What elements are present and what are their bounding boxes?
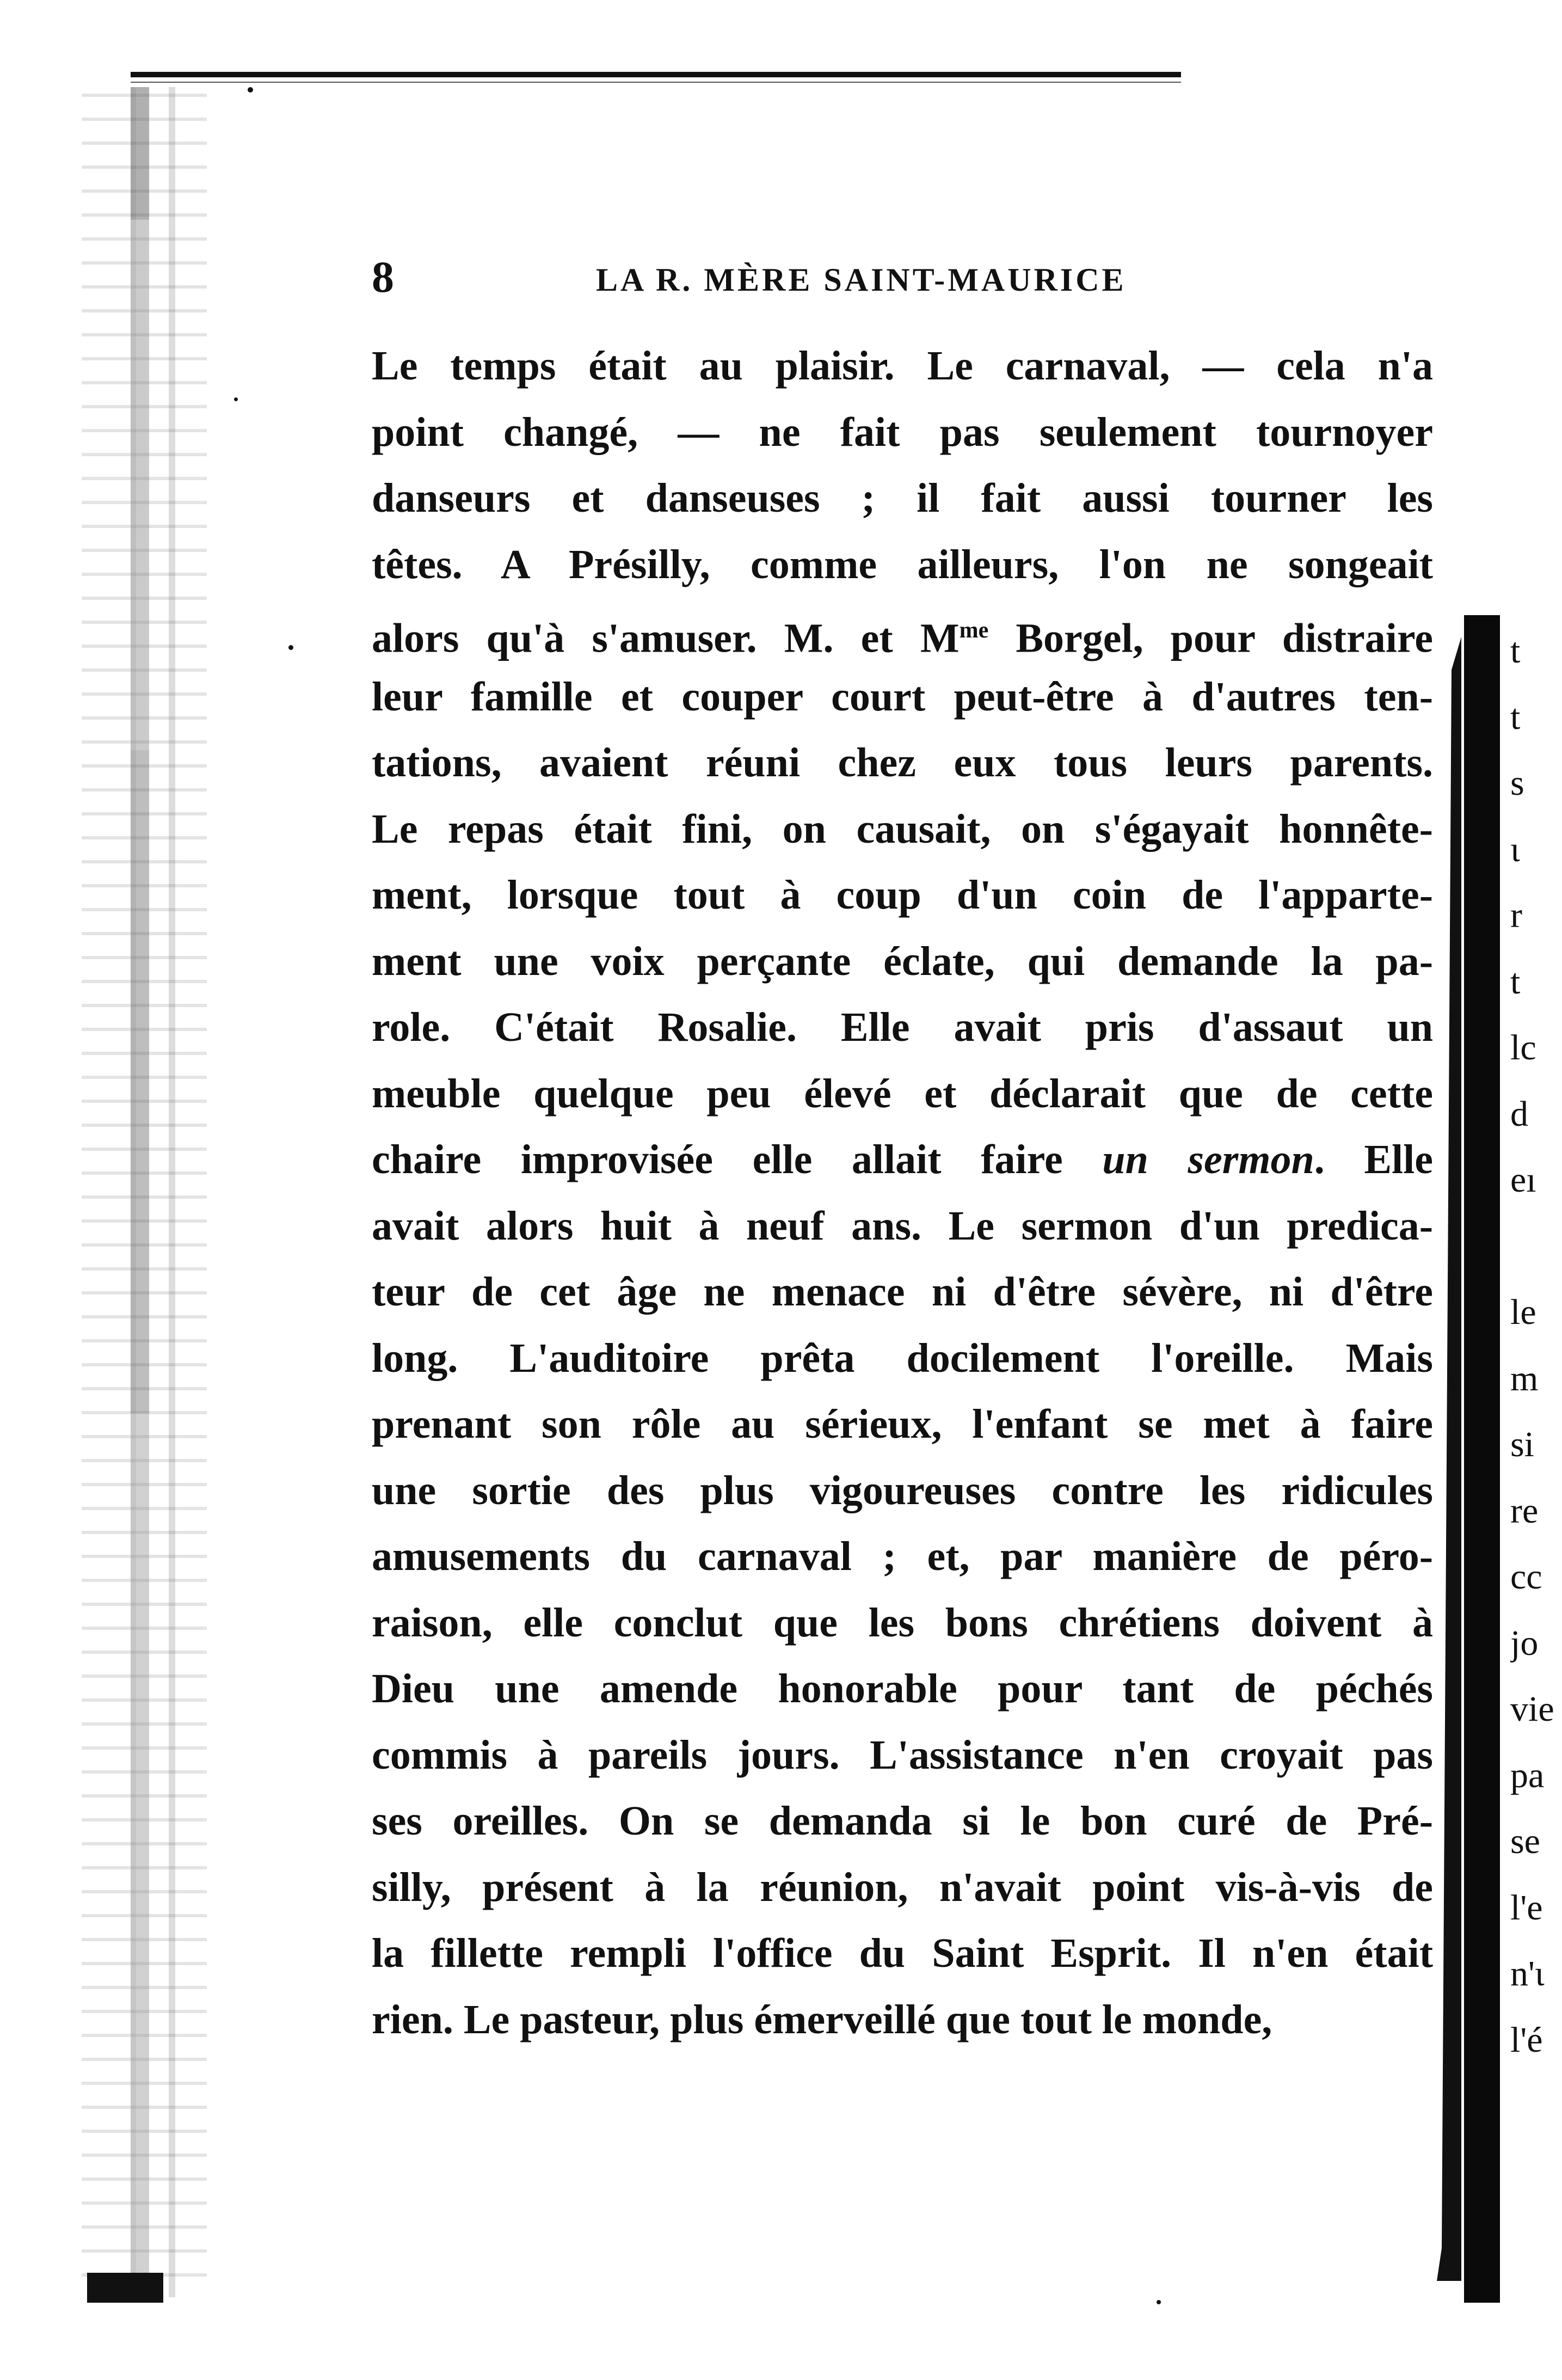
text-line-part: . Elle [1314, 1137, 1434, 1182]
adjacent-page-fragment: d [1510, 1094, 1528, 1134]
text-line: Le repas était fini, on causait, on s'égayait honnête- [372, 806, 1433, 852]
text-line: tations, avaient réuni chez eux tous leurs parents. [372, 740, 1433, 786]
text-line: Dieu une amende honorable pour tant de péchés [372, 1666, 1433, 1712]
text-line: avait alors huit à neuf ans. Le sermon d'un predica- [372, 1203, 1433, 1249]
text-line: meuble quelque peu élevé et déclarait que de cette [372, 1070, 1433, 1117]
speck [248, 87, 253, 93]
superscript: me [959, 618, 989, 643]
text-line: une sortie des plus vigoureuses contre les ridicules [372, 1467, 1433, 1513]
speck [234, 397, 238, 401]
adjacent-page-fragment: l'e [1510, 1887, 1543, 1928]
adjacent-page-fragment: jo [1510, 1623, 1539, 1663]
speck [288, 645, 293, 650]
text-line: Le temps était au plaisir. Le carnaval, — cela n'a [372, 343, 1433, 389]
adjacent-page-fragment: vie [1510, 1689, 1554, 1729]
adjacent-page-fragment: n'ι [1510, 1954, 1545, 1993]
text-line: role. C'était Rosalie. Elle avait pris d'assaut un [372, 1004, 1433, 1050]
adjacent-page-fragment [1510, 1213, 1562, 1280]
binding-gutter [82, 87, 207, 2297]
adjacent-page-fragments [1510, 618, 1562, 2305]
text-line: silly, présent à la réunion, n'avait point vis-à-vis de [372, 1864, 1433, 1910]
text-line: teur de cet âge ne menace ni d'être sévère, ni d'être [372, 1269, 1433, 1315]
text-line: prenant son rôle au sérieux, l'enfant se met à faire [372, 1401, 1433, 1447]
adjacent-page-fragment: se [1510, 1821, 1540, 1861]
italic-phrase: un sermon [1102, 1137, 1314, 1182]
adjacent-page-fragment: re [1510, 1490, 1539, 1531]
text-line: danseurs et danseuses ; il fait aussi tourner les [372, 475, 1433, 521]
body-text [372, 333, 1433, 2053]
page-number: 8 [372, 252, 394, 302]
bottom-corner-mark [87, 2273, 163, 2303]
top-edge-rule-thin [131, 82, 1181, 83]
adjacent-page-fragment: m [1510, 1358, 1539, 1398]
adjacent-page-fragment: r [1510, 895, 1522, 935]
page-edge-shadow [1437, 637, 1461, 2281]
running-title: LA R. MÈRE SAINT-MAURICE [596, 262, 1127, 298]
text-line: ment, lorsque tout à coup d'un coin de l'apparte- [372, 872, 1433, 918]
adjacent-page-fragment: t [1510, 631, 1521, 671]
adjacent-page-fragment: t [1510, 961, 1521, 1002]
text-line-part: chaire improvisée elle allait faire [372, 1137, 1103, 1182]
top-edge-rule [131, 72, 1181, 77]
adjacent-page-fragment: l'é [1510, 2020, 1543, 2060]
text-line-part: Borgel, pour distraire [988, 615, 1433, 661]
text-line: ment une voix perçante éclate, qui demande la pa- [372, 938, 1433, 984]
page-edge-bar [1464, 615, 1500, 2303]
adjacent-page-fragment: s [1510, 763, 1524, 803]
adjacent-page-fragment: lc [1510, 1028, 1536, 1068]
adjacent-page-fragment: t [1510, 697, 1521, 737]
text-line: commis à pareils jours. L'assistance n'en croyait pas [372, 1732, 1433, 1778]
adjacent-page-fragment: ι [1510, 829, 1520, 869]
text-line-part: alors qu'à s'amuser. M. et M [372, 615, 960, 661]
text-line: leur famille et couper court peut-être à d'autres ten- [372, 673, 1433, 720]
speck [1157, 2300, 1161, 2304]
text-line: long. L'auditoire prêta docilement l'oreille. Mais [372, 1335, 1433, 1381]
text-line: point changé, — ne fait pas seulement tournoyer [372, 409, 1433, 455]
text-line [372, 598, 1433, 664]
adjacent-page-fragment: le [1510, 1292, 1536, 1332]
page-header [372, 252, 1438, 311]
adjacent-page-fragment: cc [1510, 1557, 1542, 1597]
text-line: rien. Le pasteur, plus émerveillé que tout le monde, [372, 1996, 1272, 2042]
adjacent-page-fragment: pa [1510, 1755, 1545, 1795]
adjacent-page-fragment: si [1510, 1425, 1535, 1464]
text-line: ses oreilles. On se demanda si le bon curé de Pré- [372, 1798, 1433, 1844]
text-line: têtes. A Présilly, comme ailleurs, l'on ne songeait [372, 541, 1433, 587]
text-line: la fillette rempli l'office du Saint Esprit. Il n'en était [372, 1930, 1433, 1976]
adjacent-page-fragment: eı [1510, 1160, 1536, 1200]
text-line [372, 1127, 1433, 1193]
text-line: amusements du carnaval ; et, par manière de péro- [372, 1533, 1433, 1579]
gutter-shadow [131, 87, 149, 2297]
text-line: raison, elle conclut que les bons chrétiens doivent à [372, 1599, 1433, 1646]
